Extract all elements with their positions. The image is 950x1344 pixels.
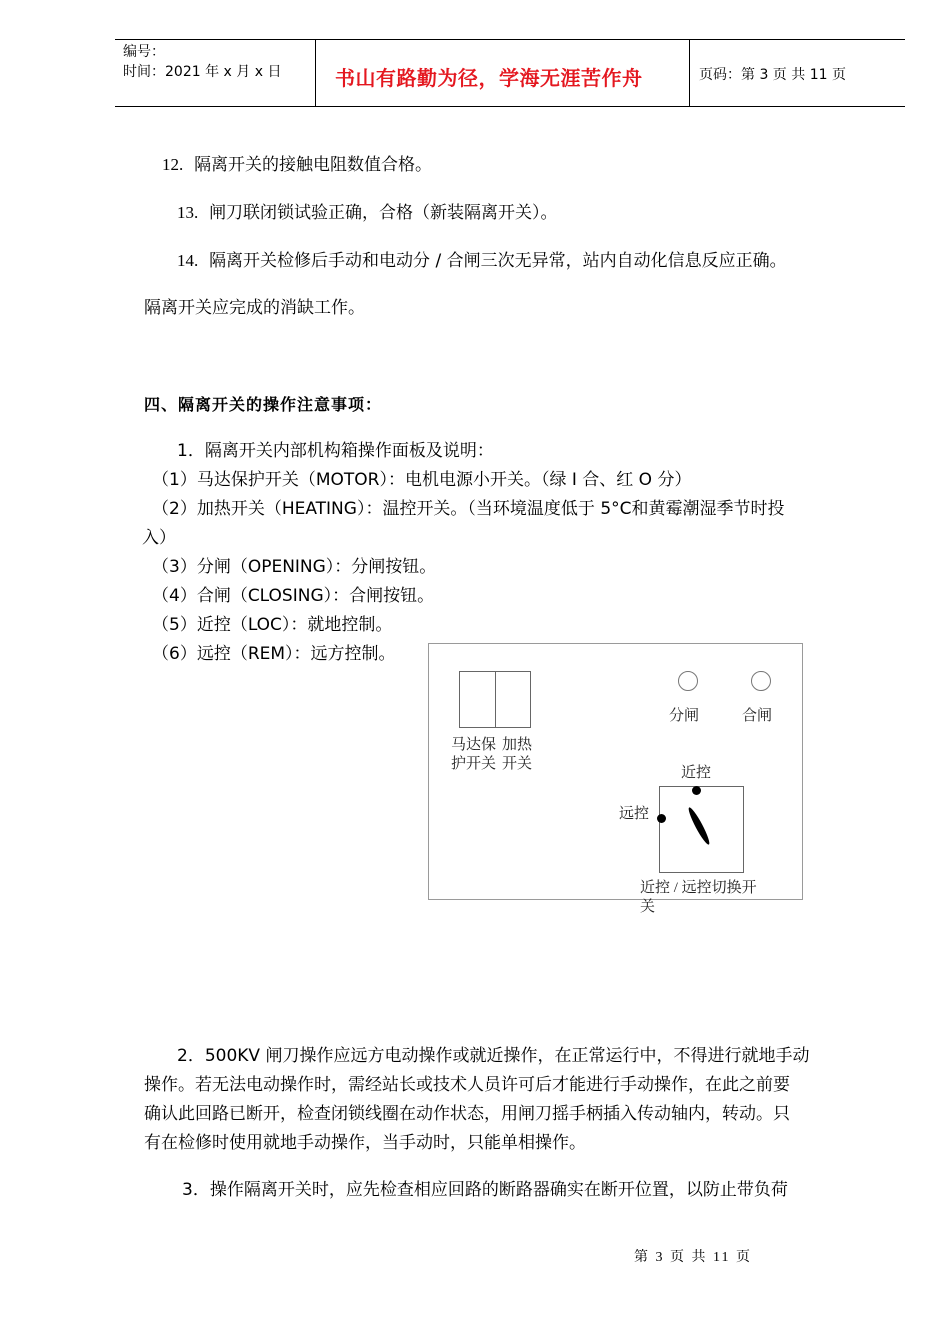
summary-line: 隔离开关应完成的消缺工作。 [144,298,365,318]
paragraph-line: 2．500KV 闸刀操作应远方电动操作或就近操作，在正常运行中，不得进行就地手动 [177,1046,810,1066]
panel-item: （6）远控（REM）：远方控制。 [152,644,396,664]
selector-knob-icon [684,804,714,849]
header-divider [689,40,690,106]
close-button-label: 合闸 [742,708,773,724]
local-position-dot [692,786,701,795]
open-button-label: 分闸 [669,708,700,724]
motor-switch-label: 马达保 护开关 [451,737,497,772]
checklist-item [162,150,432,180]
paragraph-line: 确认此回路已断开，检查闭锁线圈在动作状态，用闸刀摇手柄插入传动轴内，转动。只 [144,1104,790,1124]
panel-item: （4）合闸（CLOSING）：合闸按钮。 [152,586,435,606]
item-number: 13. [177,203,199,222]
selector-caption: 近控 / 远控切换开 关 [640,880,757,915]
checklist-item [177,198,558,228]
section-item-title: 1．隔离开关内部机构箱操作面板及说明： [177,441,494,461]
paragraph-line: 操作。若无法电动操作时，需经站长或技术人员许可后才能进行手动操作，在此之前要 [144,1075,790,1095]
header-divider [315,40,316,106]
panel-item: （3）分闸（OPENING）：分闸按钮。 [152,557,437,577]
operating-panel-diagram [428,643,803,915]
header-motto: 书山有路勤为径，学海无涯苦作舟 [335,66,643,90]
item-text: 隔离开关检修后手动和电动分 / 合闸三次无异常，站内自动化信息反应正确。 [209,251,787,271]
paragraph-line: 有在检修时使用就地手动操作，当手动时，只能单相操作。 [144,1133,586,1153]
doc-time-label: 时间：2021 年 x 月 x 日 [123,64,282,80]
panel-item: （2）加热开关（HEATING）：温控开关。（当环境温度低于 5°C和黄霉潮湿季节时投 [152,499,785,519]
panel-item: （1）马达保护开关（MOTOR）：电机电源小开关。（绿 I 合、红 O 分） [152,470,692,490]
page-indicator: 页码：第 3 页 共 11 页 [699,67,846,83]
section-heading: 四、隔离开关的操作注意事项： [144,395,383,414]
panel-item-continued: 入） [142,528,176,548]
remote-position-dot [657,814,666,823]
item-text: 隔离开关的接触电阻数值合格。 [194,155,433,175]
heater-switch-label: 加热 开关 [502,737,533,772]
panel-switches-box [459,671,531,728]
page-header [115,39,905,107]
page-footer: 第 3 页 共 11 页 [634,1250,752,1265]
item-number: 14. [177,251,199,270]
open-button-icon [678,671,698,691]
close-button-icon [751,671,771,691]
panel-item: （5）近控（LOC）：就地控制。 [152,615,393,635]
remote-label: 远控 [619,806,650,822]
paragraph-line: 3．操作隔离开关时，应先检查相应回路的断路器确实在断开位置，以防止带负荷 [182,1180,788,1200]
item-text: 闸刀联闭锁试验正确，合格（新装隔离开关）。 [209,203,558,223]
local-label: 近控 [681,765,712,781]
item-number: 12. [162,155,184,174]
checklist-item [177,246,787,276]
switch-divider [495,672,496,727]
doc-number-label: 编号： [123,44,165,60]
